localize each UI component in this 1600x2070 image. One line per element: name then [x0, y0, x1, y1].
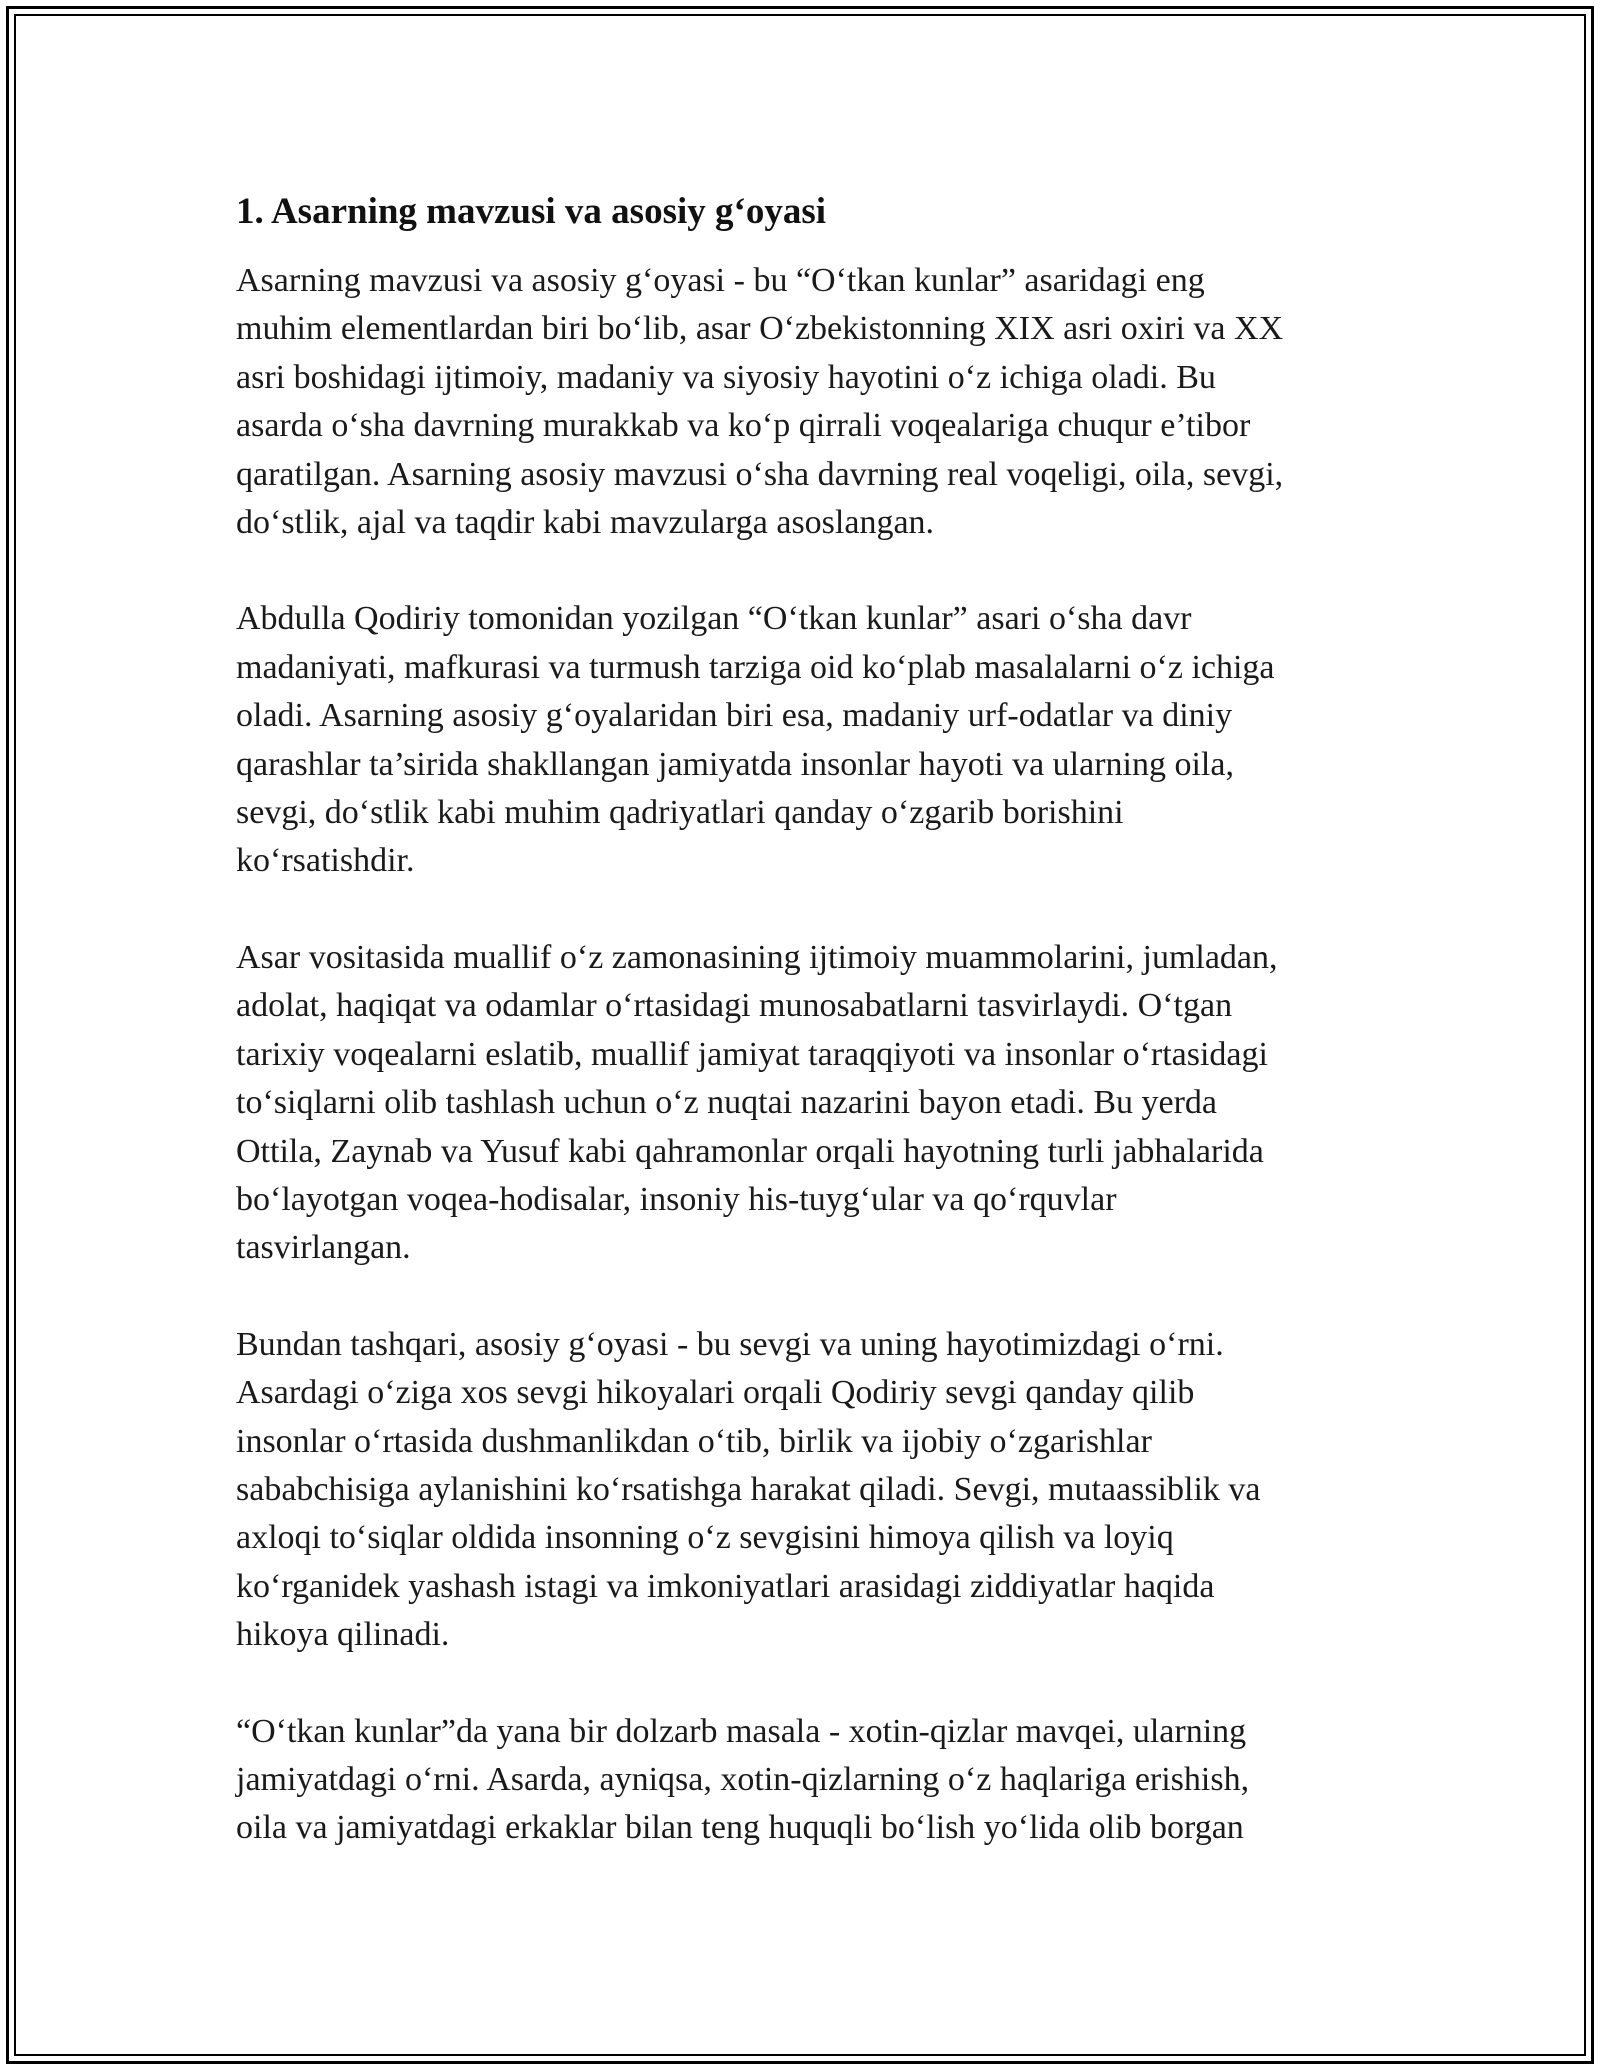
- paragraph-line: qarashlar ta’sirida shakllangan jamiyatda insonlar hayoti va ularning oila,: [236, 745, 1234, 783]
- paragraph-line: sevgi, do‘stlik kabi muhim qadriyatlari qanday o‘zgarib borishini: [236, 794, 1124, 832]
- paragraph-line: ko‘rsatishdir.: [236, 842, 415, 880]
- paragraph-line: insonlar o‘rtasida dushmanlikdan o‘tib, birlik va ijobiy o‘zgarishlar: [236, 1422, 1152, 1460]
- document-body: [236, 186, 1374, 1901]
- paragraph-line: asri boshidagi ijtimoiy, madaniy va siyosiy hayotini o‘z ichiga oladi. Bu: [236, 358, 1216, 396]
- paragraph-line: Ottila, Zaynab va Yusuf kabi qahramonlar orqali hayotning turli jabhalarida: [236, 1132, 1264, 1170]
- paragraph-line: qaratilgan. Asarning asosiy mavzusi o‘sha davrning real voqeligi, oila, sevgi,: [236, 455, 1284, 493]
- paragraph-line: “O‘tkan kunlar”da yana bir dolzarb masala - xotin-qizlar mavqei, ularning: [236, 1712, 1247, 1750]
- paragraph-1: [236, 257, 1374, 547]
- paragraph-line: Asarning mavzusi va asosiy g‘oyasi - bu “O‘tkan kunlar” asaridagi eng: [236, 262, 1205, 299]
- paragraph-line: Asardagi o‘ziga xos sevgi hikoyalari orqali Qodiriy sevgi qanday qilib: [236, 1374, 1195, 1412]
- paragraph-line: muhim elementlardan biri bo‘lib, asar O‘zbekistonning XIX asri oxiri va XX: [236, 310, 1284, 348]
- paragraph-line: do‘stlik, ajal va taqdir kabi mavzularga asoslangan.: [236, 504, 935, 542]
- section-heading: 1. Asarning mavzusi va asosiy g‘oyasi: [236, 191, 827, 232]
- paragraph-line: asarda o‘sha davrning murakkab va ko‘p qirrali voqealariga chuqur e’tibor: [236, 407, 1251, 445]
- paragraph-line: ko‘rganidek yashash istagi va imkoniyatlari arasidagi ziddiyatlar haqida: [236, 1567, 1215, 1605]
- paragraph-line: Asar vositasida muallif o‘z zamonasining ijtimoiy muammolarini, jumladan,: [236, 938, 1278, 976]
- paragraph-line: oladi. Asarning asosiy g‘oyalaridan biri esa, madaniy urf-odatlar va diniy: [236, 697, 1233, 735]
- paragraph-line: sababchisiga aylanishini ko‘rsatishga harakat qiladi. Sevgi, mutaassiblik va: [236, 1470, 1261, 1508]
- paragraph-line: tarixiy voqealarni eslatib, muallif jamiyat taraqqiyoti va insonlar o‘rtasidagi: [236, 1035, 1268, 1073]
- paragraph-line: hikoya qilinadi.: [236, 1616, 450, 1654]
- paragraph-line: Bundan tashqari, asosiy g‘oyasi - bu sevgi va uning hayotimizdagi o‘rni.: [236, 1325, 1224, 1363]
- paragraph-4: [236, 1321, 1374, 1660]
- paragraph-3: [236, 934, 1374, 1273]
- paragraph-line: adolat, haqiqat va odamlar o‘rtasidagi munosabatlarni tasvirlaydi. O‘tgan: [236, 987, 1233, 1025]
- paragraph-line: bo‘layotgan voqea-hodisalar, insoniy his-tuyg‘ular va qo‘rquvlar: [236, 1180, 1117, 1218]
- paragraph-list: [236, 257, 1374, 1853]
- paragraph-line: jamiyatdagi o‘rni. Asarda, ayniqsa, xotin-qizlarning o‘z haqlariga erishish,: [236, 1760, 1250, 1798]
- paragraph-line: Abdulla Qodiriy tomonidan yozilgan “O‘tkan kunlar” asari o‘sha davr: [236, 600, 1192, 638]
- paragraph-5: [236, 1708, 1374, 1853]
- paragraph-line: axloqi to‘siqlar oldida insonning o‘z sevgisini himoya qilish va loyiq: [236, 1519, 1174, 1557]
- paragraph-2: [236, 595, 1374, 885]
- paragraph-line: to‘siqlarni olib tashlash uchun o‘z nuqtai nazarini bayon etadi. Bu yerda: [236, 1084, 1218, 1122]
- paragraph-line: tasvirlangan.: [236, 1229, 411, 1267]
- paragraph-line: oila va jamiyatdagi erkaklar bilan teng huquqli bo‘lish yo‘lida olib borgan: [236, 1809, 1244, 1847]
- paragraph-line: madaniyati, mafkurasi va turmush tarziga oid ko‘plab masalalarni o‘z ichiga: [236, 648, 1275, 686]
